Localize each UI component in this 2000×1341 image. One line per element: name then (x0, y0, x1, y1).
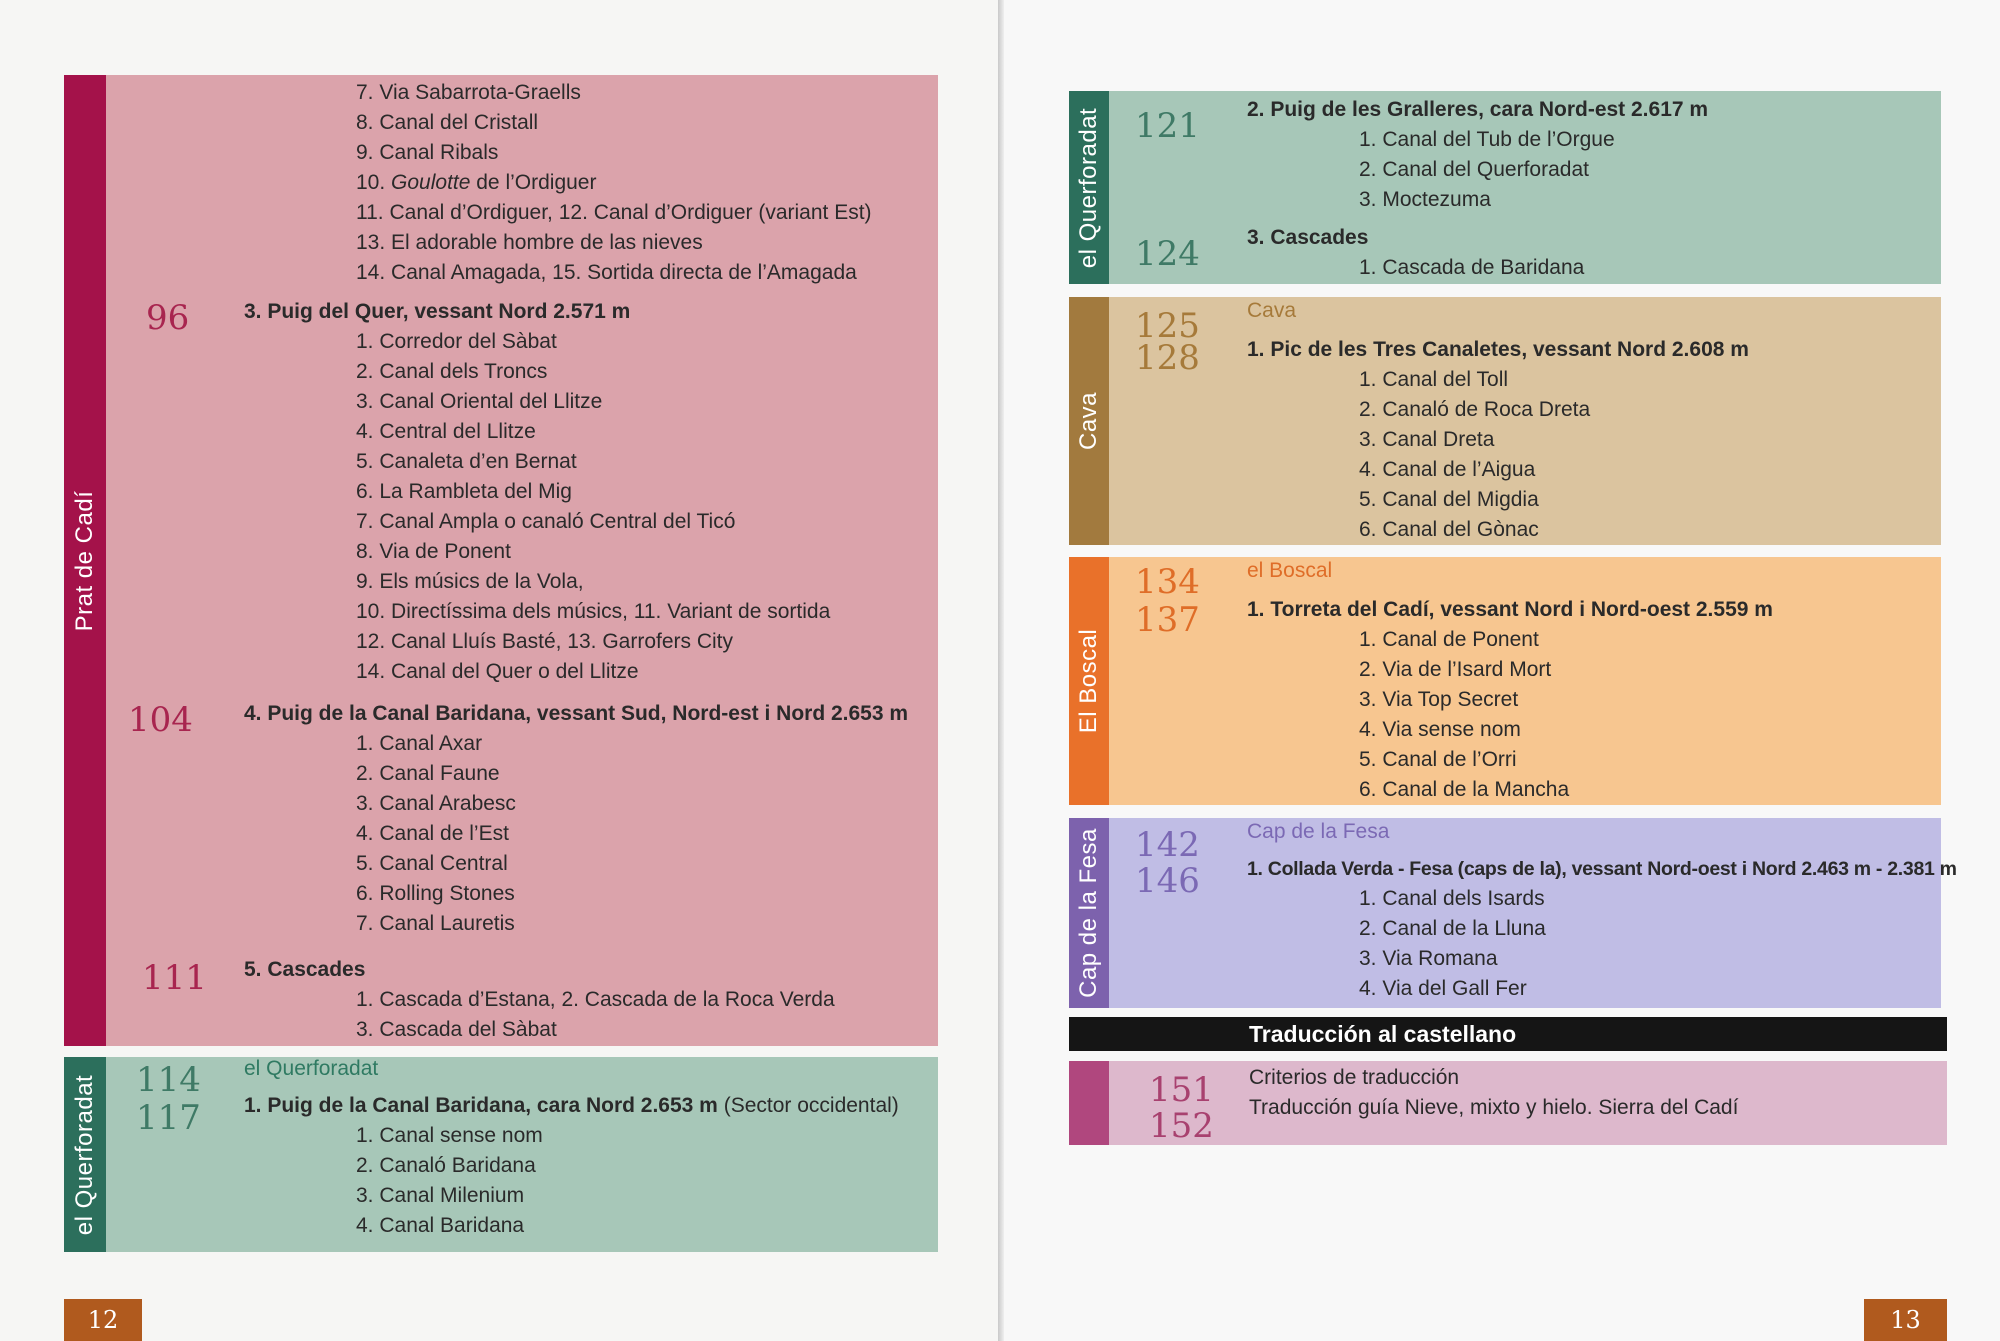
list-item: 4. Central del Llitze (356, 420, 536, 443)
section-tab-label: Cap de la Fesa (1075, 828, 1102, 998)
section-body (106, 75, 938, 1046)
list-item: 2. Canal dels Troncs (356, 360, 548, 383)
list-item: 1. Canal de Ponent (1359, 628, 1539, 651)
section-tab-label: Prat de Cadí (71, 490, 98, 631)
group-heading (244, 1091, 899, 1121)
list-item: 2. Canaló Baridana (356, 1154, 536, 1177)
section-body (1109, 91, 1941, 284)
list-item: 5. Canaleta d’en Bernat (356, 450, 577, 473)
page-number: 151 (1149, 1070, 1214, 1110)
cava-block (1069, 297, 1941, 545)
page-number: 125 (1135, 306, 1200, 346)
querforadat-left-block (64, 1057, 938, 1252)
list-item: 3. Moctezuma (1359, 188, 1491, 211)
list-item: 8. Canal del Cristall (356, 111, 539, 134)
section-title: el Boscal (1247, 559, 1333, 582)
page-number: 134 (1135, 562, 1200, 602)
group-heading: 5. Cascades (244, 958, 366, 981)
page-number: 114 (136, 1060, 201, 1100)
list-item: 1. Cascada d’Estana, 2. Cascada de la Roca Verda (356, 988, 835, 1011)
translation-line: Traducción guía Nieve, mixto y hielo. Sierra del Cadí (1249, 1096, 1739, 1119)
translation-block (1069, 1061, 1947, 1145)
section-tab (64, 75, 106, 1046)
list-item: 9. Els músics de la Vola, (356, 570, 584, 593)
page-folio: 12 (64, 1299, 142, 1341)
list-item: 4. Canal Baridana (356, 1214, 525, 1237)
list-item: 3. Cascada del Sàbat (356, 1018, 557, 1041)
list-item: 14. Canal del Quer o del Llitze (356, 660, 639, 683)
list-item: 7. Canal Lauretis (356, 912, 515, 935)
list-item: 1. Canal Axar (356, 732, 483, 755)
list-item: 5. Canal de l’Orri (1359, 748, 1517, 771)
section-title: Cap de la Fesa (1247, 820, 1390, 843)
list-item: 3. Canal Arabesc (356, 792, 516, 815)
list-item: 10. Goulotte de l’Ordiguer (356, 171, 597, 194)
list-item: 7. Canal Ampla o canaló Central del Ticó (356, 510, 736, 533)
cap-de-la-fesa-block (1069, 818, 1957, 1008)
group-heading: 3. Puig del Quer, vessant Nord 2.571 m (244, 300, 631, 323)
page-number: 124 (1135, 234, 1200, 274)
list-item: 9. Canal Ribals (356, 141, 499, 164)
heading-note: (Sector occidental) (723, 1094, 899, 1117)
section-title: Cava (1247, 299, 1297, 322)
page-folio: 13 (1864, 1299, 1947, 1341)
list-item: 7. Via Sabarrota-Graells (356, 81, 581, 104)
list-item: 1. Canal del Tub de l’Orgue (1359, 128, 1615, 151)
list-item: 3. Canal Milenium (356, 1184, 525, 1207)
banner-text: Traducción al castellano (1249, 1021, 1517, 1047)
list-item: 3. Via Romana (1359, 947, 1498, 970)
group-heading: 4. Puig de la Canal Baridana, vessant Sud, Nord-est i Nord 2.653 m (244, 702, 909, 725)
list-item: 1. Canal dels Isards (1359, 887, 1545, 910)
list-item: 6. Canal del Gònac (1359, 518, 1539, 541)
page-number: 111 (142, 958, 207, 998)
list-item: 13. El adorable hombre de las nieves (356, 231, 703, 254)
section-tab (1069, 1061, 1109, 1145)
section-body (1109, 818, 1957, 1008)
page-number: 104 (128, 700, 193, 740)
section-tab (1069, 91, 1109, 284)
list-item: 3. Canal Dreta (1359, 428, 1495, 451)
list-item: 1. Cascada de Baridana (1359, 256, 1585, 279)
section-body (106, 1057, 938, 1252)
page-number: 137 (1135, 600, 1200, 640)
list-item: 2. Via de l’Isard Mort (1359, 658, 1552, 681)
list-item: 6. Canal de la Mancha (1359, 778, 1570, 801)
section-tab (1069, 818, 1109, 1008)
goulotte-word: Goulotte (391, 171, 471, 194)
group-heading: 2. Puig de les Gralleres, cara Nord-est 2.617 m (1247, 98, 1709, 121)
list-item: 11. Canal d’Ordiguer, 12. Canal d’Ordiguer (variant Est) (356, 201, 872, 224)
list-item: 10. Directíssima dels músics, 11. Variant de sortida (356, 600, 831, 623)
section-tab-label: El Boscal (1075, 628, 1102, 734)
list-item: 8. Via de Ponent (356, 540, 511, 563)
translation-line: Criterios de traducción (1249, 1066, 1460, 1089)
translation-banner (1069, 1017, 1947, 1051)
section-title: el Querforadat (244, 1057, 379, 1080)
section-tab-label: el Querforadat (71, 1074, 98, 1235)
section-tab (1069, 557, 1109, 805)
boscal-block (1069, 557, 1941, 805)
list-item: 5. Canal del Migdia (1359, 488, 1539, 511)
page-number: 142 (1135, 825, 1200, 865)
querforadat-right-block (1069, 91, 1941, 284)
list-item: 4. Canal de l’Aigua (1359, 458, 1536, 481)
section-tab (64, 1057, 106, 1252)
list-item: 12. Canal Lluís Basté, 13. Garrofers City (356, 630, 734, 653)
page-number: 117 (136, 1098, 201, 1138)
list-item: 6. Rolling Stones (356, 882, 515, 905)
group-heading: 3. Cascades (1247, 226, 1369, 249)
list-item: 2. Canaló de Roca Dreta (1359, 398, 1591, 421)
list-item: 3. Via Top Secret (1359, 688, 1519, 711)
list-item: 2. Canal de la Lluna (1359, 917, 1546, 940)
list-item: 4. Canal de l’Est (356, 822, 509, 845)
list-item: 2. Canal del Querforadat (1359, 158, 1589, 181)
list-item: 3. Canal Oriental del Llitze (356, 390, 603, 413)
section-tab-label: el Querforadat (1075, 107, 1102, 268)
section-body (1109, 297, 1941, 545)
list-item: 1. Canal sense nom (356, 1124, 543, 1147)
prat-de-cadi-block (64, 75, 938, 1046)
page-number: 96 (146, 298, 190, 338)
section-tab (1069, 297, 1109, 545)
page-number: 152 (1149, 1106, 1214, 1146)
list-item: 4. Via del Gall Fer (1359, 977, 1527, 1000)
page-number: 121 (1135, 106, 1200, 146)
list-item: 6. La Rambleta del Mig (356, 480, 572, 503)
heading-text: 1. Puig de la Canal Baridana, cara Nord 2.653 m (244, 1094, 718, 1117)
page-number: 128 (1135, 338, 1200, 378)
list-item: 1. Canal del Toll (1359, 368, 1509, 391)
group-heading: 1. Collada Verda - Fesa (caps de la), vessant Nord-oest i Nord 2.463 m - 2.381 m (1247, 858, 1957, 880)
section-body (1109, 557, 1941, 805)
right-page (1004, 0, 2000, 1341)
page-number: 146 (1135, 861, 1200, 901)
list-item: 4. Via sense nom (1359, 718, 1521, 741)
list-item: 2. Canal Faune (356, 762, 500, 785)
list-item: 5. Canal Central (356, 852, 508, 875)
list-item: 14. Canal Amagada, 15. Sortida directa de l’Amagada (356, 261, 857, 284)
list-item: 1. Corredor del Sàbat (356, 330, 557, 353)
left-page (0, 0, 998, 1341)
section-tab-label: Cava (1075, 391, 1102, 451)
group-heading: 1. Pic de les Tres Canaletes, vessant Nord 2.608 m (1247, 338, 1749, 361)
group-heading: 1. Torreta del Cadí, vessant Nord i Nord-oest 2.559 m (1247, 598, 1773, 621)
section-body (1109, 1061, 1947, 1145)
